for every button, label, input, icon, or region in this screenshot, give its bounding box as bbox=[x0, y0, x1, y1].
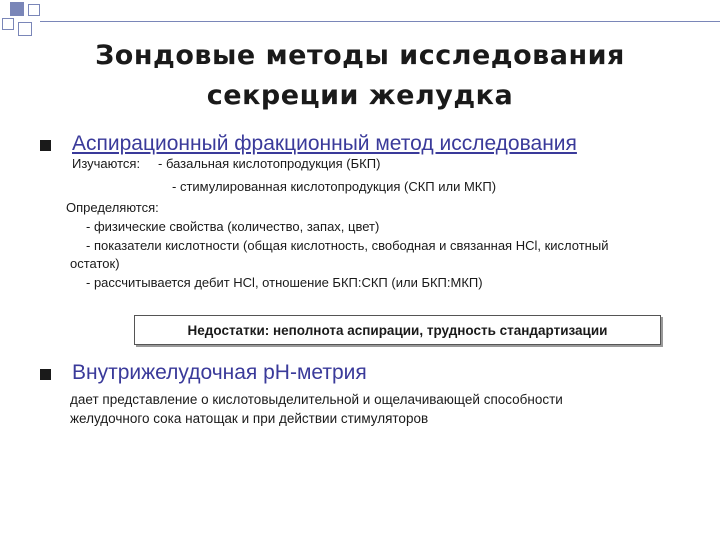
bullet-icon bbox=[40, 369, 51, 380]
section2-text-line-2: желудочного сока натощак и при действии стимуляторов bbox=[70, 411, 429, 426]
determined-item-2-cont: остаток) bbox=[70, 256, 120, 271]
determined-label: Определяются: bbox=[66, 200, 159, 215]
drawbacks-box: Недостатки: неполнота аспирации, трудность стандартизации bbox=[134, 315, 661, 345]
section2-heading: Внутрижелудочная рН-метрия bbox=[72, 361, 367, 384]
determined-item-3: - рассчитывается дебит HCl, отношение БКП:СКП (или БКП:МКП) bbox=[86, 275, 483, 290]
determined-item-2: - показатели кислотности (общая кислотность, свободная и связанная HCl, кислотный bbox=[86, 238, 609, 253]
studied-item-1: - базальная кислотопродукция (БКП) bbox=[158, 156, 381, 171]
studied-label: Изучаются: bbox=[72, 156, 141, 171]
slide-title bbox=[30, 36, 690, 116]
section2-text-line-1: дает представление о кислотовыделительной и ощелачивающей способности bbox=[70, 392, 563, 407]
corner-decoration bbox=[0, 0, 80, 40]
title-line-2: секреции желудка bbox=[206, 80, 514, 111]
determined-item-1: - физические свойства (количество, запах, цвет) bbox=[86, 219, 380, 234]
bullet-icon bbox=[40, 140, 51, 151]
header-rule bbox=[40, 21, 720, 22]
section1-heading: Аспирационный фракционный метод исследования bbox=[72, 132, 577, 155]
studied-item-2: - стимулированная кислотопродукция (СКП или МКП) bbox=[172, 179, 497, 194]
title-line-1: Зондовые методы исследования bbox=[95, 40, 625, 71]
